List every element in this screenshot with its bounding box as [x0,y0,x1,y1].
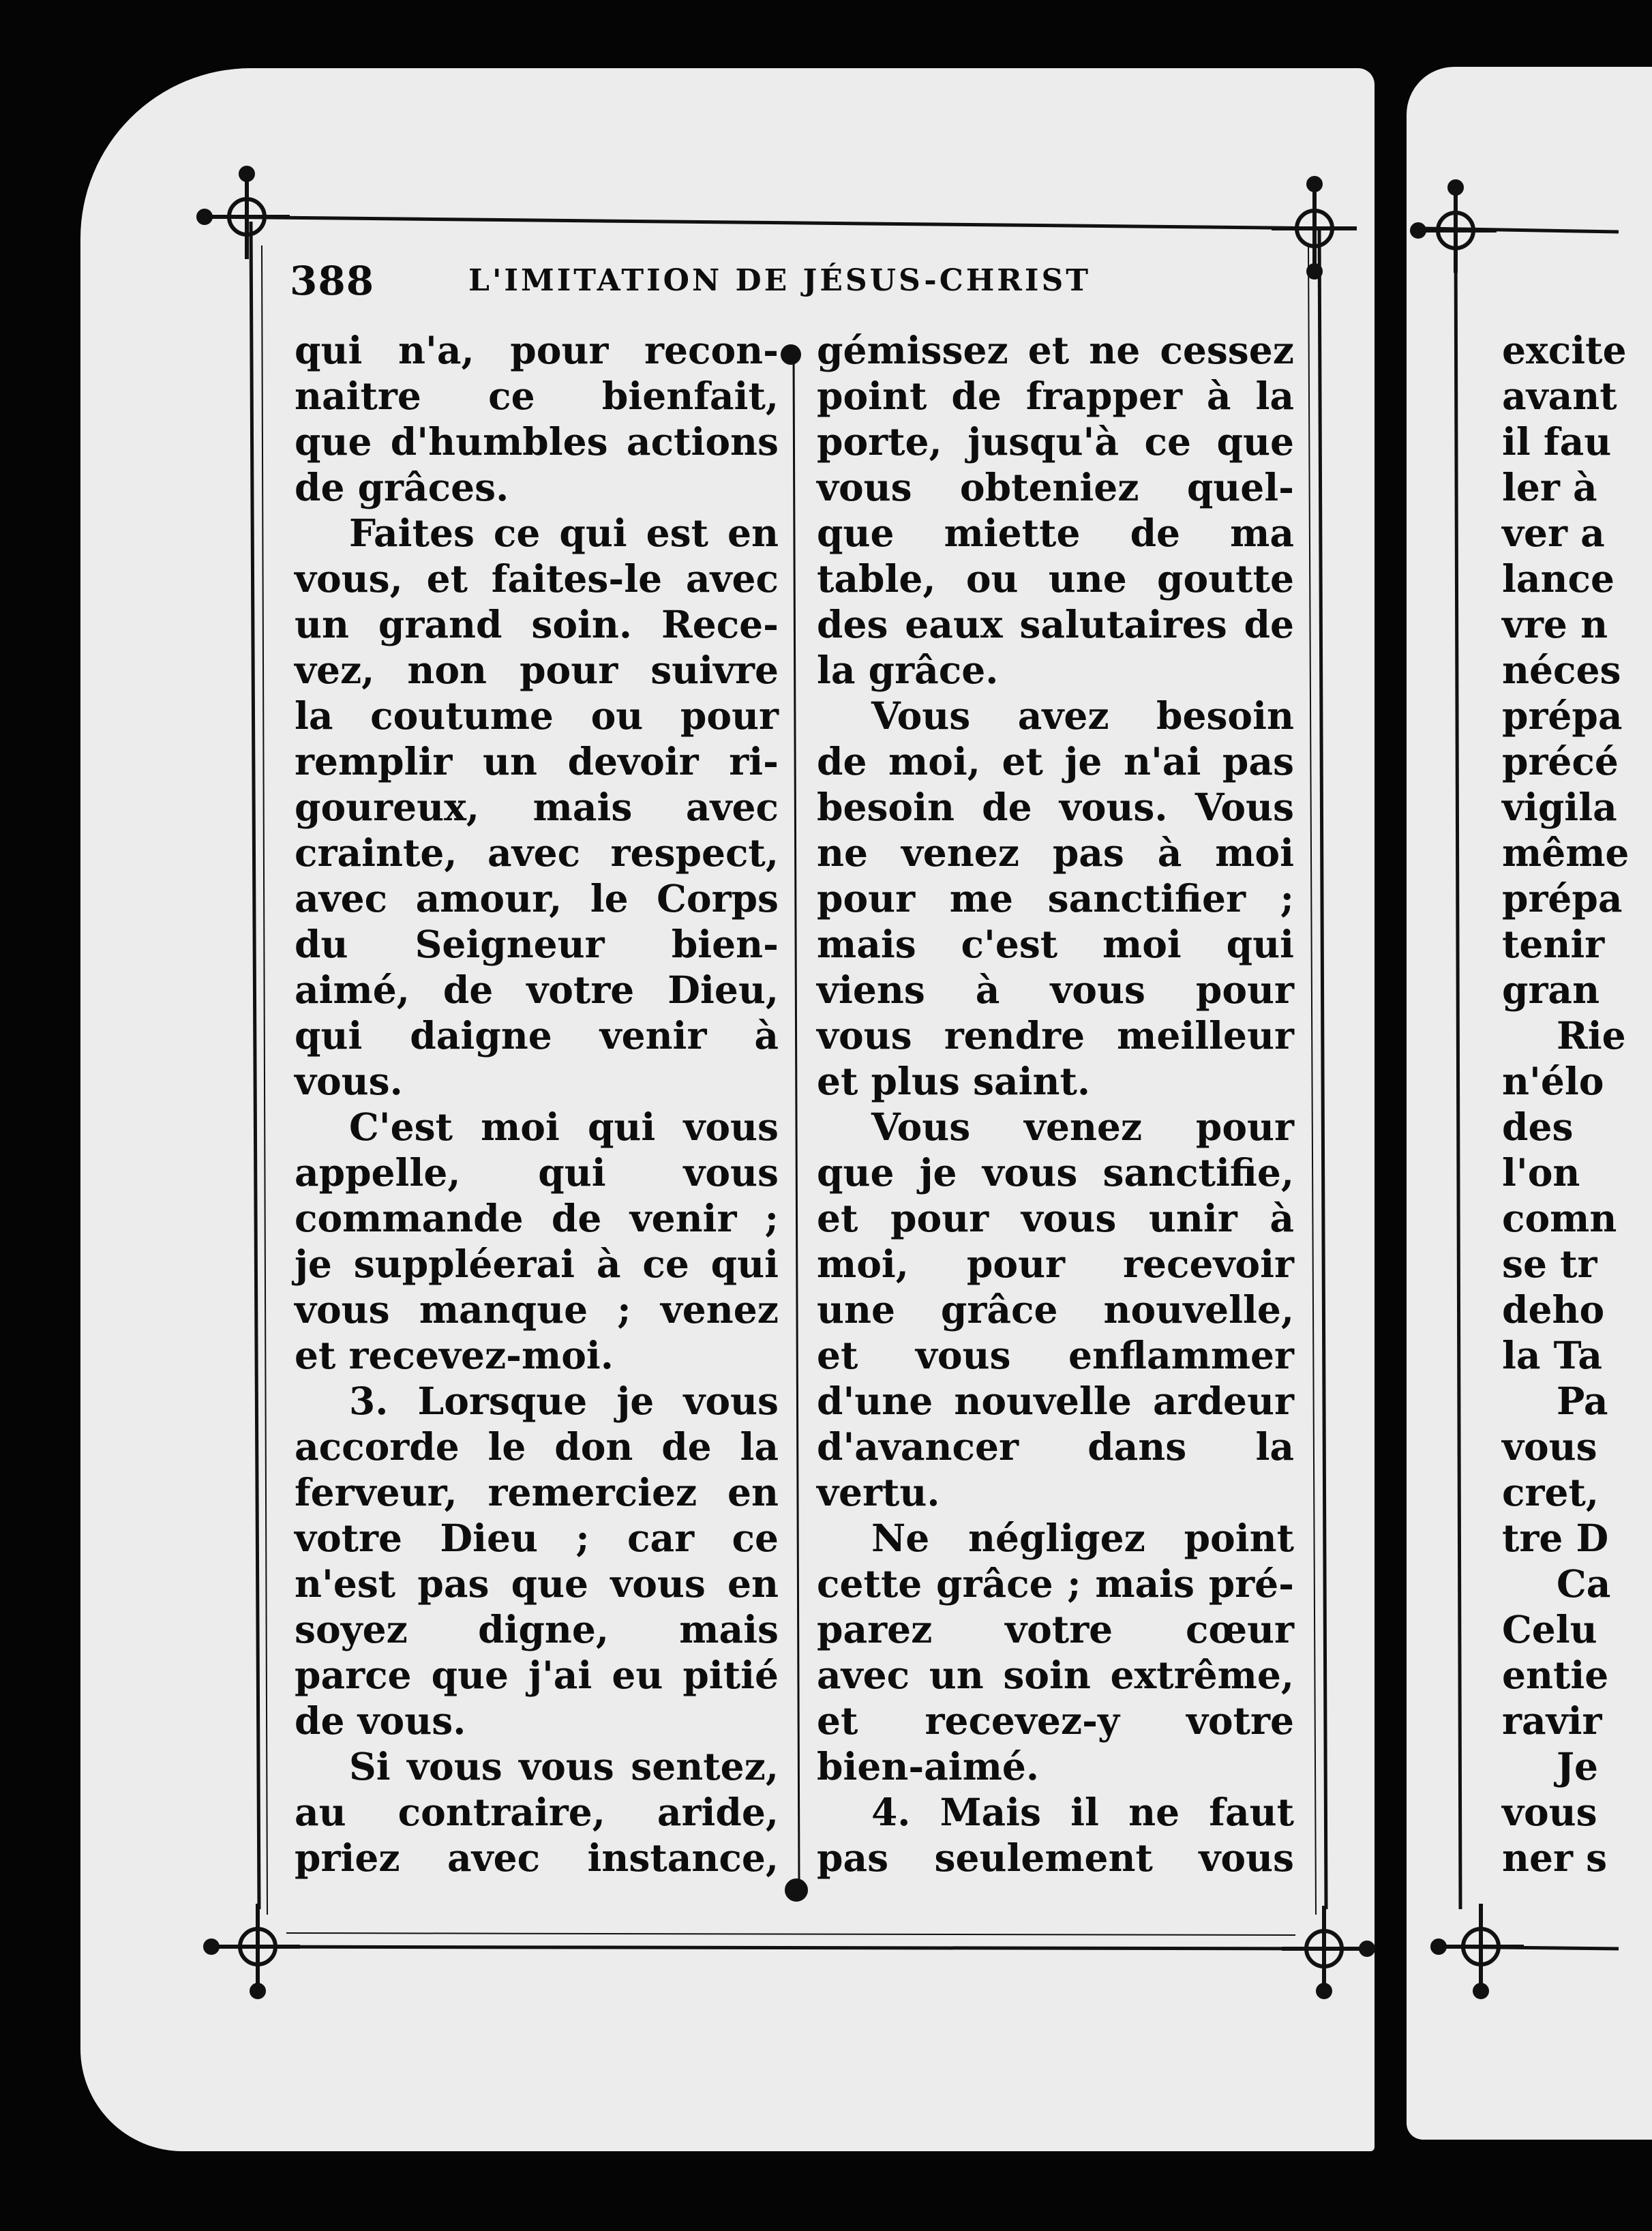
text-line: vous, et faites-le avec [295,556,779,601]
text-line: excite [1502,328,1627,372]
text-line: pour me sanctifier ; [817,876,1294,920]
text-line: Vous venez pour [871,1105,1294,1149]
text-line: n'est pas que vous en [295,1561,779,1606]
text-line: un grand soin. Rece- [295,602,779,646]
text-line: porte, jusqu'à ce que [817,419,1294,464]
text-line: crainte, avec respect, [295,830,779,875]
text-line: soyez digne, mais [295,1607,779,1651]
text-line: et recevez-y votre [817,1698,1294,1743]
text-line: vous manque ; venez [295,1287,779,1332]
text-line: moi, pour recevoir [817,1242,1294,1286]
text-column-left [295,327,779,1881]
text-line: la Ta [1502,1333,1602,1377]
text-line: et vous enflammer [817,1333,1294,1377]
text-line: ferveur, remerciez en [295,1470,779,1514]
text-line: votre Dieu ; car ce [295,1516,779,1560]
text-line: point de frapper à la [817,374,1294,418]
text-line: vous. [295,1059,403,1103]
text-line: ler à [1502,465,1597,509]
text-line: précé [1502,739,1619,783]
text-line: vre n [1502,602,1608,646]
text-line: Ca [1557,1561,1611,1606]
text-line: parez votre cœur [817,1607,1294,1651]
text-line: vous [1502,1424,1597,1469]
text-line: et recevez-moi. [295,1333,614,1377]
text-line: ner s [1502,1836,1608,1880]
text-line: Ne négligez point [871,1516,1294,1560]
text-line: avant [1502,374,1617,418]
text-line: d'avancer dans la [817,1424,1294,1469]
text-line: comn [1502,1196,1617,1240]
text-line: qui daigne venir à [295,1013,779,1058]
text-line: même [1502,830,1630,875]
text-line: ravir [1502,1698,1602,1743]
text-line: la grâce. [817,648,999,692]
text-line: pas seulement vous [817,1836,1294,1880]
text-line: ver a [1502,511,1605,555]
text-line: viens à vous pour [817,968,1294,1012]
text-line: appelle, qui vous [295,1150,779,1195]
text-line: que d'humbles actions [295,419,779,464]
text-column-right-partial [1502,327,1638,1881]
text-line: n'élo [1502,1059,1604,1103]
text-line: Faites ce qui est en [349,511,779,555]
text-line: vous rendre meilleur [817,1013,1294,1058]
text-line: et pour vous unir à [817,1196,1294,1240]
text-line: gémissez et ne cessez [817,328,1294,372]
text-line: Rie [1557,1013,1626,1058]
page-header [290,258,1108,305]
text-line: vigila [1502,785,1617,829]
text-line: commande de venir ; [295,1196,779,1240]
text-line: tenir [1502,922,1605,966]
text-line: tre D [1502,1516,1609,1560]
text-line: je suppléerai à ce qui [295,1242,779,1286]
text-line: que je vous sanctifie, [817,1150,1294,1195]
text-line: des eaux salutaires de [817,602,1294,646]
text-line: 4. Mais il ne faut [871,1790,1294,1834]
text-line: Vous avez besoin [871,693,1294,738]
text-line: Celu [1502,1607,1597,1651]
text-line: l'on [1502,1150,1580,1195]
text-line: besoin de vous. Vous [817,785,1294,829]
text-line: Si vous vous sentez, [349,1744,779,1788]
text-line: cret, [1502,1470,1600,1514]
text-line: avec amour, le Corps [295,876,779,920]
text-line: priez avec instance, [295,1836,779,1880]
text-line: néces [1502,648,1621,692]
text-line: entie [1502,1653,1609,1697]
text-line: se tr [1502,1242,1597,1286]
text-line: d'une nouvelle ardeur [817,1379,1294,1423]
text-line: gran [1502,968,1600,1012]
text-column-middle [817,327,1294,1881]
text-line: mais c'est moi qui [817,922,1294,966]
text-line: vous obteniez quel- [817,465,1294,509]
text-line: vez, non pour suivre [295,648,779,692]
text-line: et plus saint. [817,1059,1091,1103]
text-line: Je [1557,1744,1599,1788]
text-line: de moi, et je n'ai pas [817,739,1294,783]
text-line: aimé, de votre Dieu, [295,968,779,1012]
text-line: une grâce nouvelle, [817,1287,1294,1332]
text-line: cette grâce ; mais pré- [817,1561,1294,1606]
text-line: bien-aimé. [817,1744,1040,1788]
text-line: remplir un devoir ri- [295,739,779,783]
text-line: Pa [1557,1379,1608,1423]
text-line: goureux, mais avec [295,785,779,829]
text-line: C'est moi qui vous [349,1105,779,1149]
text-line: vous [1502,1790,1597,1834]
text-line: il fau [1502,419,1612,464]
text-line: deho [1502,1287,1605,1332]
text-line: table, ou une goutte [817,556,1294,601]
text-line: prépa [1502,693,1623,738]
text-line: de vous. [295,1698,466,1743]
text-line: parce que j'ai eu pitié [295,1653,779,1697]
text-line: 3. Lorsque je vous [349,1379,779,1423]
text-line: ne venez pas à moi [817,830,1294,875]
page-number: 388 [290,258,375,304]
text-line: accorde le don de la [295,1424,779,1469]
text-line: au contraire, aride, [295,1790,779,1834]
text-line: du Seigneur bien- [295,922,779,966]
text-line: vertu. [817,1470,940,1514]
text-line: la coutume ou pour [295,693,779,738]
text-line: lance [1502,556,1615,601]
text-line: avec un soin extrême, [817,1653,1294,1697]
text-line: des [1502,1105,1574,1149]
text-line: prépa [1502,876,1623,920]
text-line: naitre ce bienfait, [295,374,779,418]
running-title: L'IMITATION DE JÉSUS-CHRIST [468,263,1091,298]
text-line: que miette de ma [817,511,1294,555]
text-line: qui n'a, pour recon- [295,328,779,372]
text-line: de grâces. [295,465,509,509]
